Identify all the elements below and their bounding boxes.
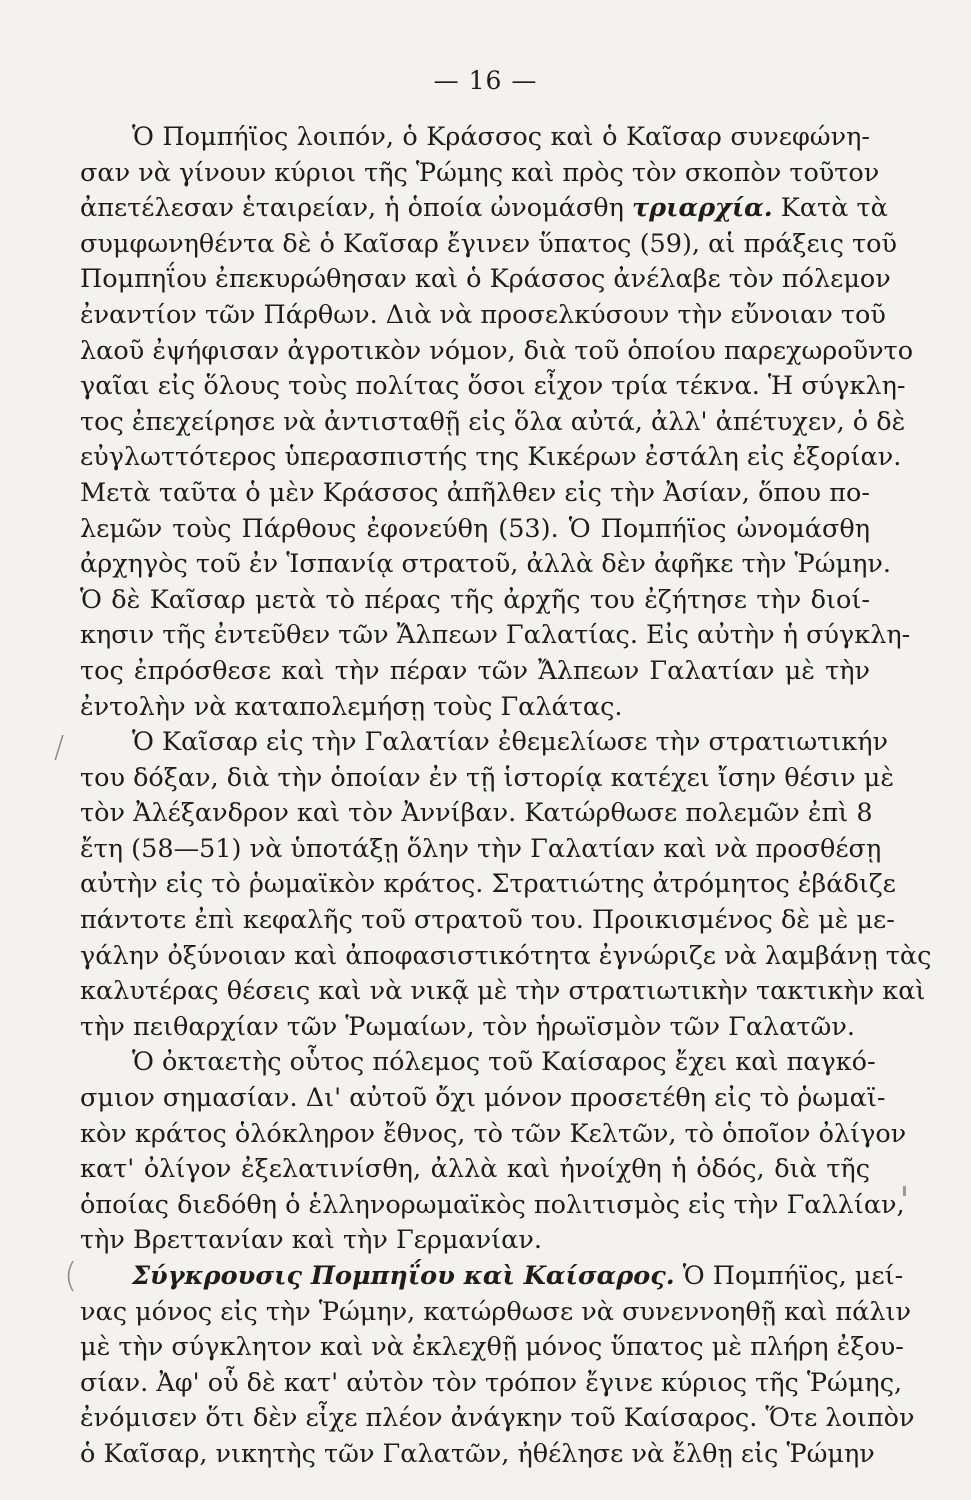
text-line	[80, 690, 870, 726]
text-line	[80, 1081, 886, 1117]
line-text: καλυτέρας θέσεις καὶ νὰ νικᾷ μὲ τὴν στρατιωτικὴν τακτικὴν καὶ	[80, 976, 926, 1007]
text-line	[80, 1437, 875, 1473]
text-line	[80, 1223, 870, 1259]
pencil-bracket-mark: (	[64, 1256, 78, 1296]
emphasized-text: τριαρχία.	[632, 193, 773, 224]
line-text: κατ' ὀλίγον ἐξελατινίσθη, ἀλλὰ καὶ ἠνοίχθη ἡ ὁδός, διὰ τῆς	[80, 1154, 870, 1185]
text-line	[80, 547, 891, 583]
text-line	[80, 227, 898, 263]
pencil-slash-mark: /	[54, 730, 65, 765]
text-line	[80, 334, 914, 370]
line-text: κησιν τῆς ἐντεῦθεν τῶν Ἄλπεων Γαλατίας. Εἰς αὐτὴν ἡ σύγκλη-	[80, 620, 911, 651]
line-text: ἐνόμισεν ὅτι δὲν εἶχε πλέον ἀνάγκην τοῦ Καίσαρος. Ὅτε λοιπὸν	[80, 1403, 915, 1434]
line-text: γάλην ὀξύνοιαν καὶ ἀποφασιστικότητα ἐγνώριζε νὰ λαμβάνῃ τὰς	[80, 940, 932, 971]
text-line	[80, 867, 896, 903]
text-line	[80, 1401, 915, 1437]
line-text: ἐναντίον τῶν Πάρθων. Διὰ νὰ προσελκύσουν τὴν εὔνοιαν τοῦ	[80, 299, 886, 330]
text-line	[80, 476, 870, 512]
line-text: ὁποίας διεδόθη ὁ ἑλληνορωμαϊκὸς πολιτισμὸς εἰς τὴν Γαλλίαν,	[80, 1189, 905, 1220]
line-text: συμφωνηθέντα δὲ ὁ Καῖσαρ ἔγινεν ὕπατος (59), αἱ πράξεις τοῦ	[80, 228, 898, 259]
text-line	[80, 120, 870, 156]
line-text: σίαν. Ἀφ' οὗ δὲ κατ' αὐτὸν τὸν τρόπον ἔγινε κύριος τῆς Ῥώμης,	[80, 1367, 903, 1398]
text-line	[80, 369, 906, 405]
line-text: Πομπηΐου ἐπεκυρώθησαν καὶ ὁ Κράσσος ἀνέλαβε τὸν πόλεμον	[80, 264, 891, 295]
line-text: Ὁ Καῖσαρ εἰς τὴν Γαλατίαν ἐθεμελίωσε τὴν στρατιωτικήν	[132, 727, 888, 758]
text-line	[80, 1010, 870, 1046]
line-text: σμιον σημασίαν. Δι' αὐτοῦ ὄχι μόνον προσετέθη εἰς τὸ ῥωμαϊ-	[80, 1083, 886, 1114]
text-line	[80, 298, 886, 334]
line-text: τος ἐπρόσθεσε καὶ τὴν πέραν τῶν Ἄλπεων Γαλατίαν μὲ τὴν	[80, 655, 870, 686]
line-text: σαν νὰ γίνουν κύριοι τῆς Ῥώμης καὶ πρὸς τὸν σκοπὸν τοῦτον	[80, 157, 880, 188]
line-text: τὸν Ἀλέξανδρον καὶ τὸν Ἀννίβαν. Κατώρθωσε πολεμῶν ἐπὶ 8	[80, 798, 873, 829]
emphasized-text: Σύγκρουσις Πομπηΐου καὶ Καίσαρος.	[132, 1261, 675, 1291]
line-text: αὐτὴν εἰς τὸ ῥωμαϊκὸν κράτος. Στρατιώτης ἀτρόμητος ἐβάδιζε	[80, 869, 896, 900]
text-line	[80, 191, 888, 227]
line-text: ἔτη (58—51) νὰ ὑποτάξῃ ὅλην τὴν Γαλατίαν καὶ νὰ προσθέσῃ	[80, 833, 882, 864]
line-text: μὲ τὴν σύγκλητον καὶ νὰ ἐκλεχθῇ μόνος ὕπατος μὲ πλήρη ἐξου-	[80, 1332, 904, 1363]
text-line	[80, 1152, 870, 1188]
line-text: Ὁ Πομπήϊος, μεί-	[674, 1261, 904, 1291]
line-text: Κατὰ τὰ	[772, 193, 888, 224]
line-text: του δόξαν, διὰ τὴν ὁποίαν ἐν τῇ ἱστορίᾳ κατέχει ἴσην θέσιν μὲ	[80, 762, 895, 793]
line-text: γαῖαι εἰς ὅλους τοὺς πολίτας ὅσοι εἶχον τρία τέκνα. Ἡ σύγκλη-	[80, 371, 906, 402]
text-line	[80, 440, 902, 476]
text-line	[80, 1117, 907, 1153]
text-line	[80, 903, 895, 939]
text-line	[80, 939, 932, 975]
line-text: νας μόνος εἰς τὴν Ῥώμην, κατώρθωσε νὰ συνεννοηθῇ καὶ πάλιν	[80, 1296, 912, 1327]
text-line	[80, 1366, 903, 1402]
text-line	[80, 725, 888, 761]
line-text: λεμῶν τοὺς Πάρθους ἐφονεύθη (53). Ὁ Πομπήϊος ὠνομάσθη	[80, 513, 870, 544]
text-line	[80, 1295, 912, 1331]
text-line	[80, 156, 880, 192]
text-line	[80, 1330, 904, 1366]
text-line	[80, 796, 873, 832]
line-text: τὴν πειθαρχίαν τῶν Ῥωμαίων, τὸν ἡρωϊσμὸν τῶν Γαλατῶν.	[80, 1011, 855, 1042]
text-line	[80, 832, 882, 868]
line-text: Μετὰ ταῦτα ὁ μὲν Κράσσος ἀπῆλθεν εἰς τὴν Ἀσίαν, ὅπου πο-	[80, 477, 870, 508]
text-line	[80, 1188, 905, 1224]
page-number: — 16 —	[433, 66, 538, 95]
text-line	[80, 974, 926, 1010]
text-line	[80, 654, 870, 690]
line-text: ἀρχηγὸς τοῦ ἐν Ἱσπανίᾳ στρατοῦ, ἀλλὰ δὲν ἀφῆκε τὴν Ῥώμην.	[80, 549, 891, 580]
line-text: ἀπετέλεσαν ἑταιρείαν, ἡ ὁποία ὠνομάσθη	[80, 193, 633, 224]
body-text	[80, 120, 932, 1473]
line-text: Ὁ Πομπήϊος λοιπόν, ὁ Κράσσος καὶ ὁ Καῖσαρ συνεφώνη-	[132, 122, 870, 152]
line-text: λαοῦ ἐψήφισαν ἀγροτικὸν νόμον, διὰ τοῦ ὁποίου παρεχωροῦντο	[80, 335, 914, 366]
text-line	[80, 583, 870, 619]
text-line	[80, 761, 895, 797]
line-text: ἐντολὴν νὰ καταπολεμήσῃ τοὺς Γαλάτας.	[80, 691, 623, 722]
line-text: εὐγλωττότερος ὑπερασπιστής της Κικέρων ἐστάλη εἰς ἐξορίαν.	[80, 442, 902, 473]
line-text: Ὁ δὲ Καῖσαρ μετὰ τὸ πέρας τῆς ἀρχῆς του ἐζήτησε τὴν διοί-	[80, 584, 870, 615]
text-line	[80, 512, 870, 548]
line-text: κὸν κράτος ὁλόκληρον ἔθνος, τὸ τῶν Κελτῶν, τὸ ὁποῖον ὀλίγον	[80, 1118, 907, 1149]
line-text: πάντοτε ἐπὶ κεφαλῆς τοῦ στρατοῦ του. Προικισμένος δὲ μὲ με-	[80, 905, 895, 936]
line-text: Ὁ ὀκταετὴς οὗτος πόλεμος τοῦ Καίσαρος ἔχει καὶ παγκό-	[132, 1047, 876, 1078]
text-line	[80, 1045, 876, 1081]
text-line	[80, 1259, 904, 1295]
line-text: τὴν Βρεττανίαν καὶ τὴν Γερμανίαν.	[80, 1225, 542, 1256]
line-text: ὁ Καῖσαρ, νικητὴς τῶν Γαλατῶν, ἠθέλησε νὰ ἔλθῃ εἰς Ῥώμην	[80, 1438, 875, 1469]
text-line	[80, 618, 911, 654]
text-line	[80, 405, 906, 441]
text-line	[80, 262, 891, 298]
line-text: τος ἐπεχείρησε νὰ ἀντισταθῇ εἰς ὅλα αὐτά, ἀλλ' ἀπέτυχεν, ὁ δὲ	[80, 406, 906, 437]
